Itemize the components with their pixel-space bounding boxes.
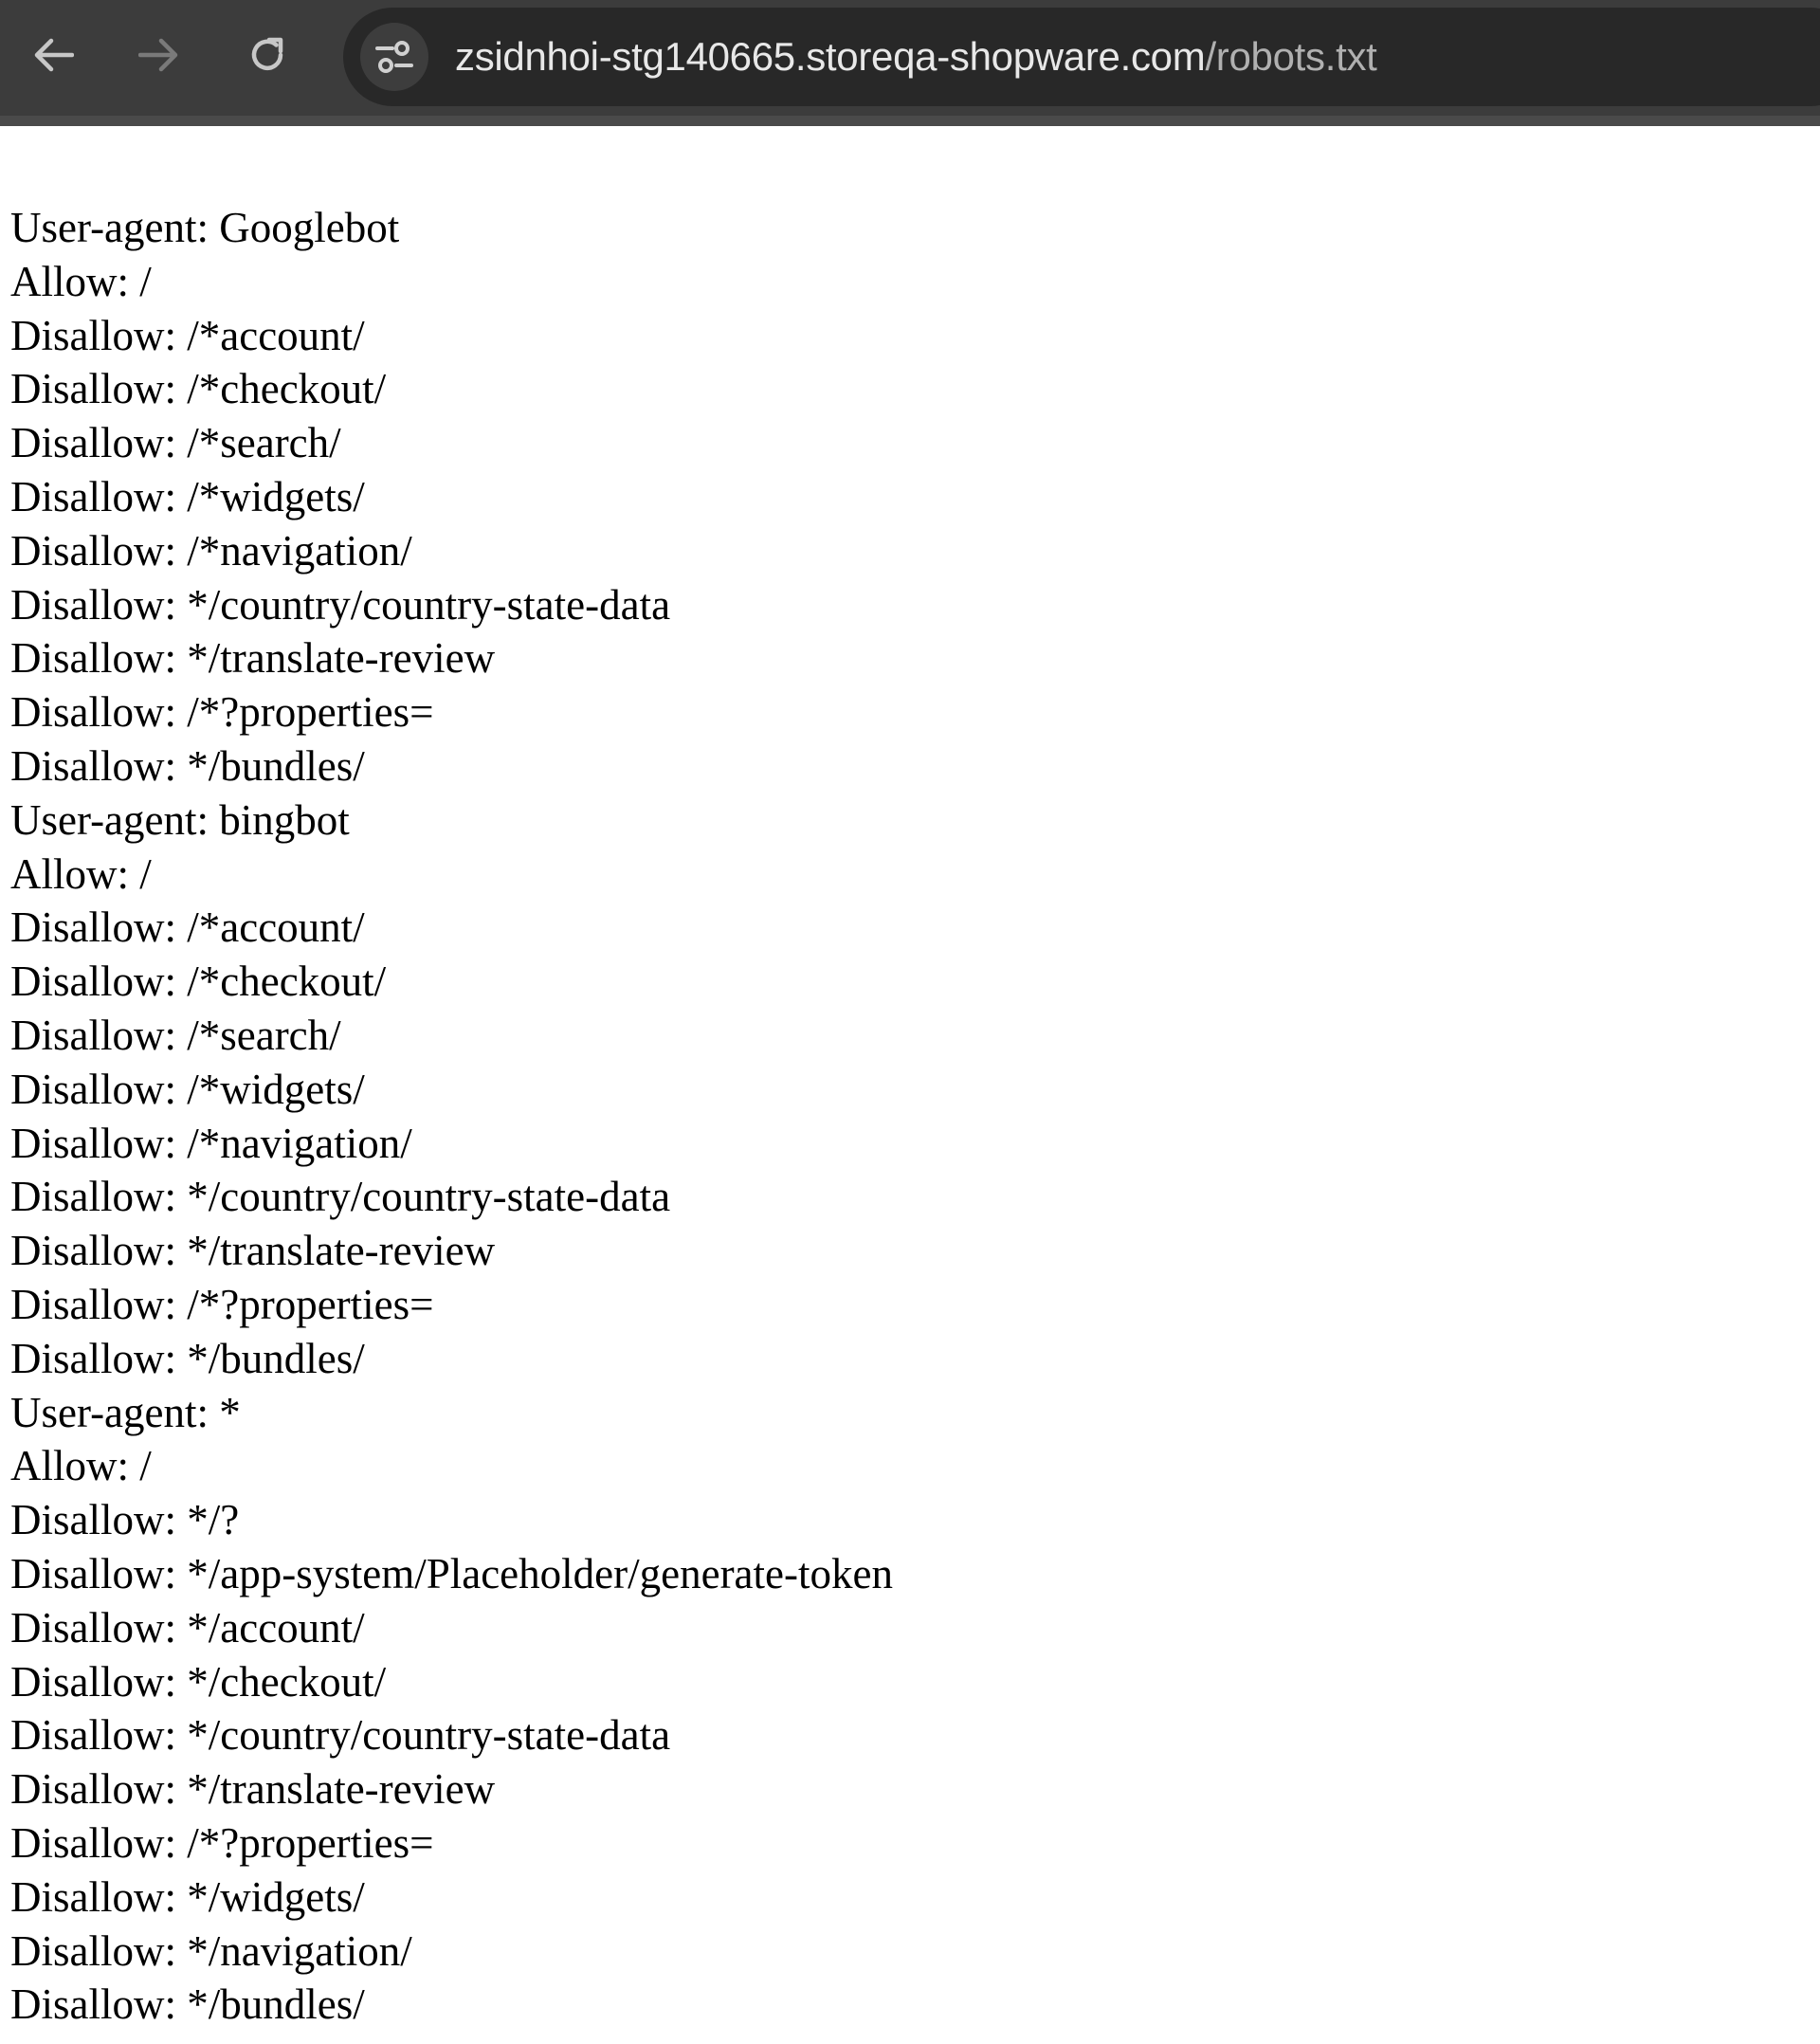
text-line: Disallow: */widgets/ [10,1872,365,1921]
toolbar-divider [0,116,1820,126]
text-line: Allow: / [10,257,152,305]
text-line: Disallow: */app-system/Placeholder/generate-token [10,1549,893,1597]
url-host: zsidnhoi-stg140665.storeqa-shopware.com [455,34,1206,79]
text-line: Disallow: /*search/ [10,419,341,467]
text-line: Disallow: */translate-review [10,1227,496,1275]
text-line: Disallow: */bundles/ [10,741,365,790]
text-line: Disallow: /*checkout/ [10,365,387,413]
text-line: Disallow: /*?properties= [10,1280,434,1328]
url-text[interactable] [455,34,1377,80]
text-line: Disallow: */country/country-state-data [10,1711,671,1760]
arrow-left-icon [32,36,74,74]
text-line: Disallow: */account/ [10,1603,365,1652]
text-line: User-agent: bingbot [10,795,350,844]
text-line: Disallow: /*?properties= [10,688,434,737]
reload-button[interactable] [233,21,301,89]
back-button[interactable] [19,21,87,89]
text-line: User-agent: * [10,1388,241,1436]
text-line: Disallow: */bundles/ [10,1980,365,2029]
text-line: Disallow: */navigation/ [10,1926,412,1975]
arrow-right-icon [138,36,180,74]
text-line: User-agent: Googlebot [10,204,400,251]
text-line: Disallow: */translate-review [10,634,496,683]
text-line: Disallow: /*widgets/ [10,1065,365,1113]
text-line: Disallow: /*search/ [10,1011,341,1059]
forward-button[interactable] [125,21,193,89]
text-line: Disallow: /*navigation/ [10,1119,412,1167]
url-path: /robots.txt [1205,34,1377,79]
text-line: Allow: / [10,1442,152,1490]
text-line: Disallow: */country/country-state-data [10,580,671,629]
text-line: Disallow: /*account/ [10,903,365,952]
browser-toolbar [0,0,1820,126]
text-line: Disallow: */bundles/ [10,1334,365,1382]
text-line: Disallow: /*checkout/ [10,958,387,1006]
text-line: Disallow: /*?properties= [10,1818,434,1867]
text-line: Disallow: */country/country-state-data [10,1173,671,1221]
text-line: Disallow: */checkout/ [10,1657,387,1706]
text-line: Disallow: /*widgets/ [10,472,365,520]
robots-txt-content [10,201,893,2032]
text-line: Allow: / [10,849,152,898]
tune-icon [373,38,415,76]
text-line: Disallow: */translate-review [10,1765,496,1814]
text-line: Disallow: */? [10,1496,240,1544]
address-bar[interactable] [343,8,1820,106]
reload-icon [246,34,288,76]
site-info-button[interactable] [360,23,428,91]
text-line: Disallow: /*navigation/ [10,526,412,575]
text-line: Disallow: /*account/ [10,311,365,359]
